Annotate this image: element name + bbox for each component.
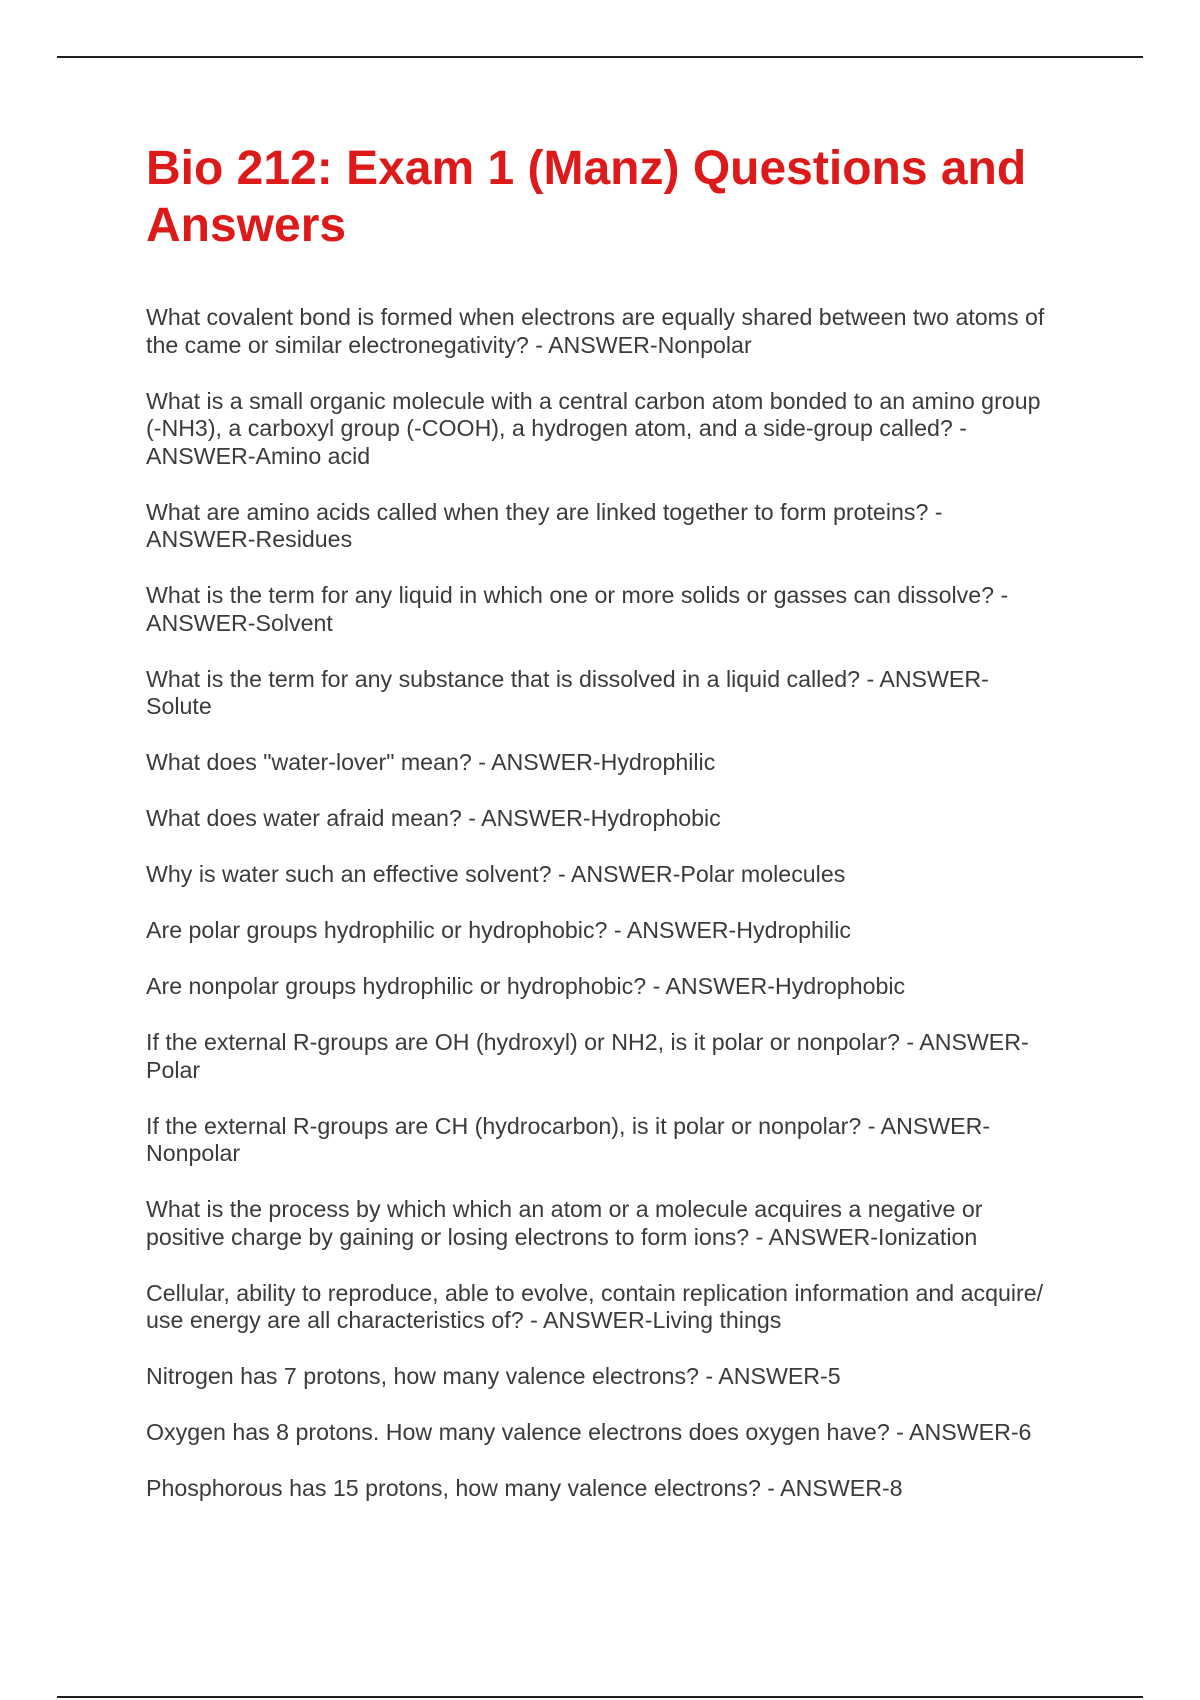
- qa-item: Why is water such an effective solvent? - ANSWER-Polar molecules: [146, 861, 846, 887]
- qa-item: What are amino acids called when they are linked together to form proteins? - ANSWER-Residues: [146, 498, 943, 552]
- qa-item: If the external R-groups are CH (hydrocarbon), is it polar or nonpolar? - ANSWER-Nonpolar: [146, 1112, 991, 1166]
- qa-item: Cellular, ability to reproduce, able to evolve, contain replication information and acquire/ use energy are all characteristics of? - ANSWER-Living things: [146, 1279, 1044, 1333]
- qa-item: What does water afraid mean? - ANSWER-Hydrophobic: [146, 805, 721, 831]
- qa-item: If the external R-groups are OH (hydroxyl) or NH2, is it polar or nonpolar? - ANSWER-Polar: [146, 1029, 1029, 1083]
- qa-item: Phosphorous has 15 protons, how many valence electrons? - ANSWER-8: [146, 1475, 903, 1501]
- qa-item: What is the term for any substance that is dissolved in a liquid called? - ANSWER-Solute: [146, 665, 989, 719]
- top-rule: [57, 56, 1143, 58]
- bottom-rule: [57, 1696, 1143, 1698]
- page-title: Bio 212: Exam 1 (Manz) Questions and Answers: [146, 142, 1027, 252]
- qa-item: What is a small organic molecule with a central carbon atom bonded to an amino group (-NH3), a carboxyl group (-COOH), a hydrogen atom, and a side-group called? - ANSWER-Amino acid: [146, 387, 1041, 469]
- qa-item: Nitrogen has 7 protons, how many valence electrons? - ANSWER-5: [146, 1363, 841, 1389]
- qa-item: Are polar groups hydrophilic or hydrophobic? - ANSWER-Hydrophilic: [146, 917, 851, 943]
- qa-item: What is the process by which which an atom or a molecule acquires a negative or positive charge by gaining or losing electrons to form ions? - ANSWER-Ionization: [146, 1196, 983, 1250]
- qa-item: What covalent bond is formed when electrons are equally shared between two atoms of the came or similar electronegativity? - ANSWER-Nonpolar: [146, 304, 1045, 358]
- qa-item: What is the term for any liquid in which one or more solids or gasses can dissolve? - ANSWER-Solvent: [146, 582, 1009, 636]
- qa-item: Are nonpolar groups hydrophilic or hydrophobic? - ANSWER-Hydrophobic: [146, 973, 906, 999]
- qa-item: Oxygen has 8 protons. How many valence electrons does oxygen have? - ANSWER-6: [146, 1419, 1032, 1445]
- qa-item: What does "water-lover" mean? - ANSWER-Hydrophilic: [146, 749, 716, 775]
- qa-list: [146, 304, 1051, 1531]
